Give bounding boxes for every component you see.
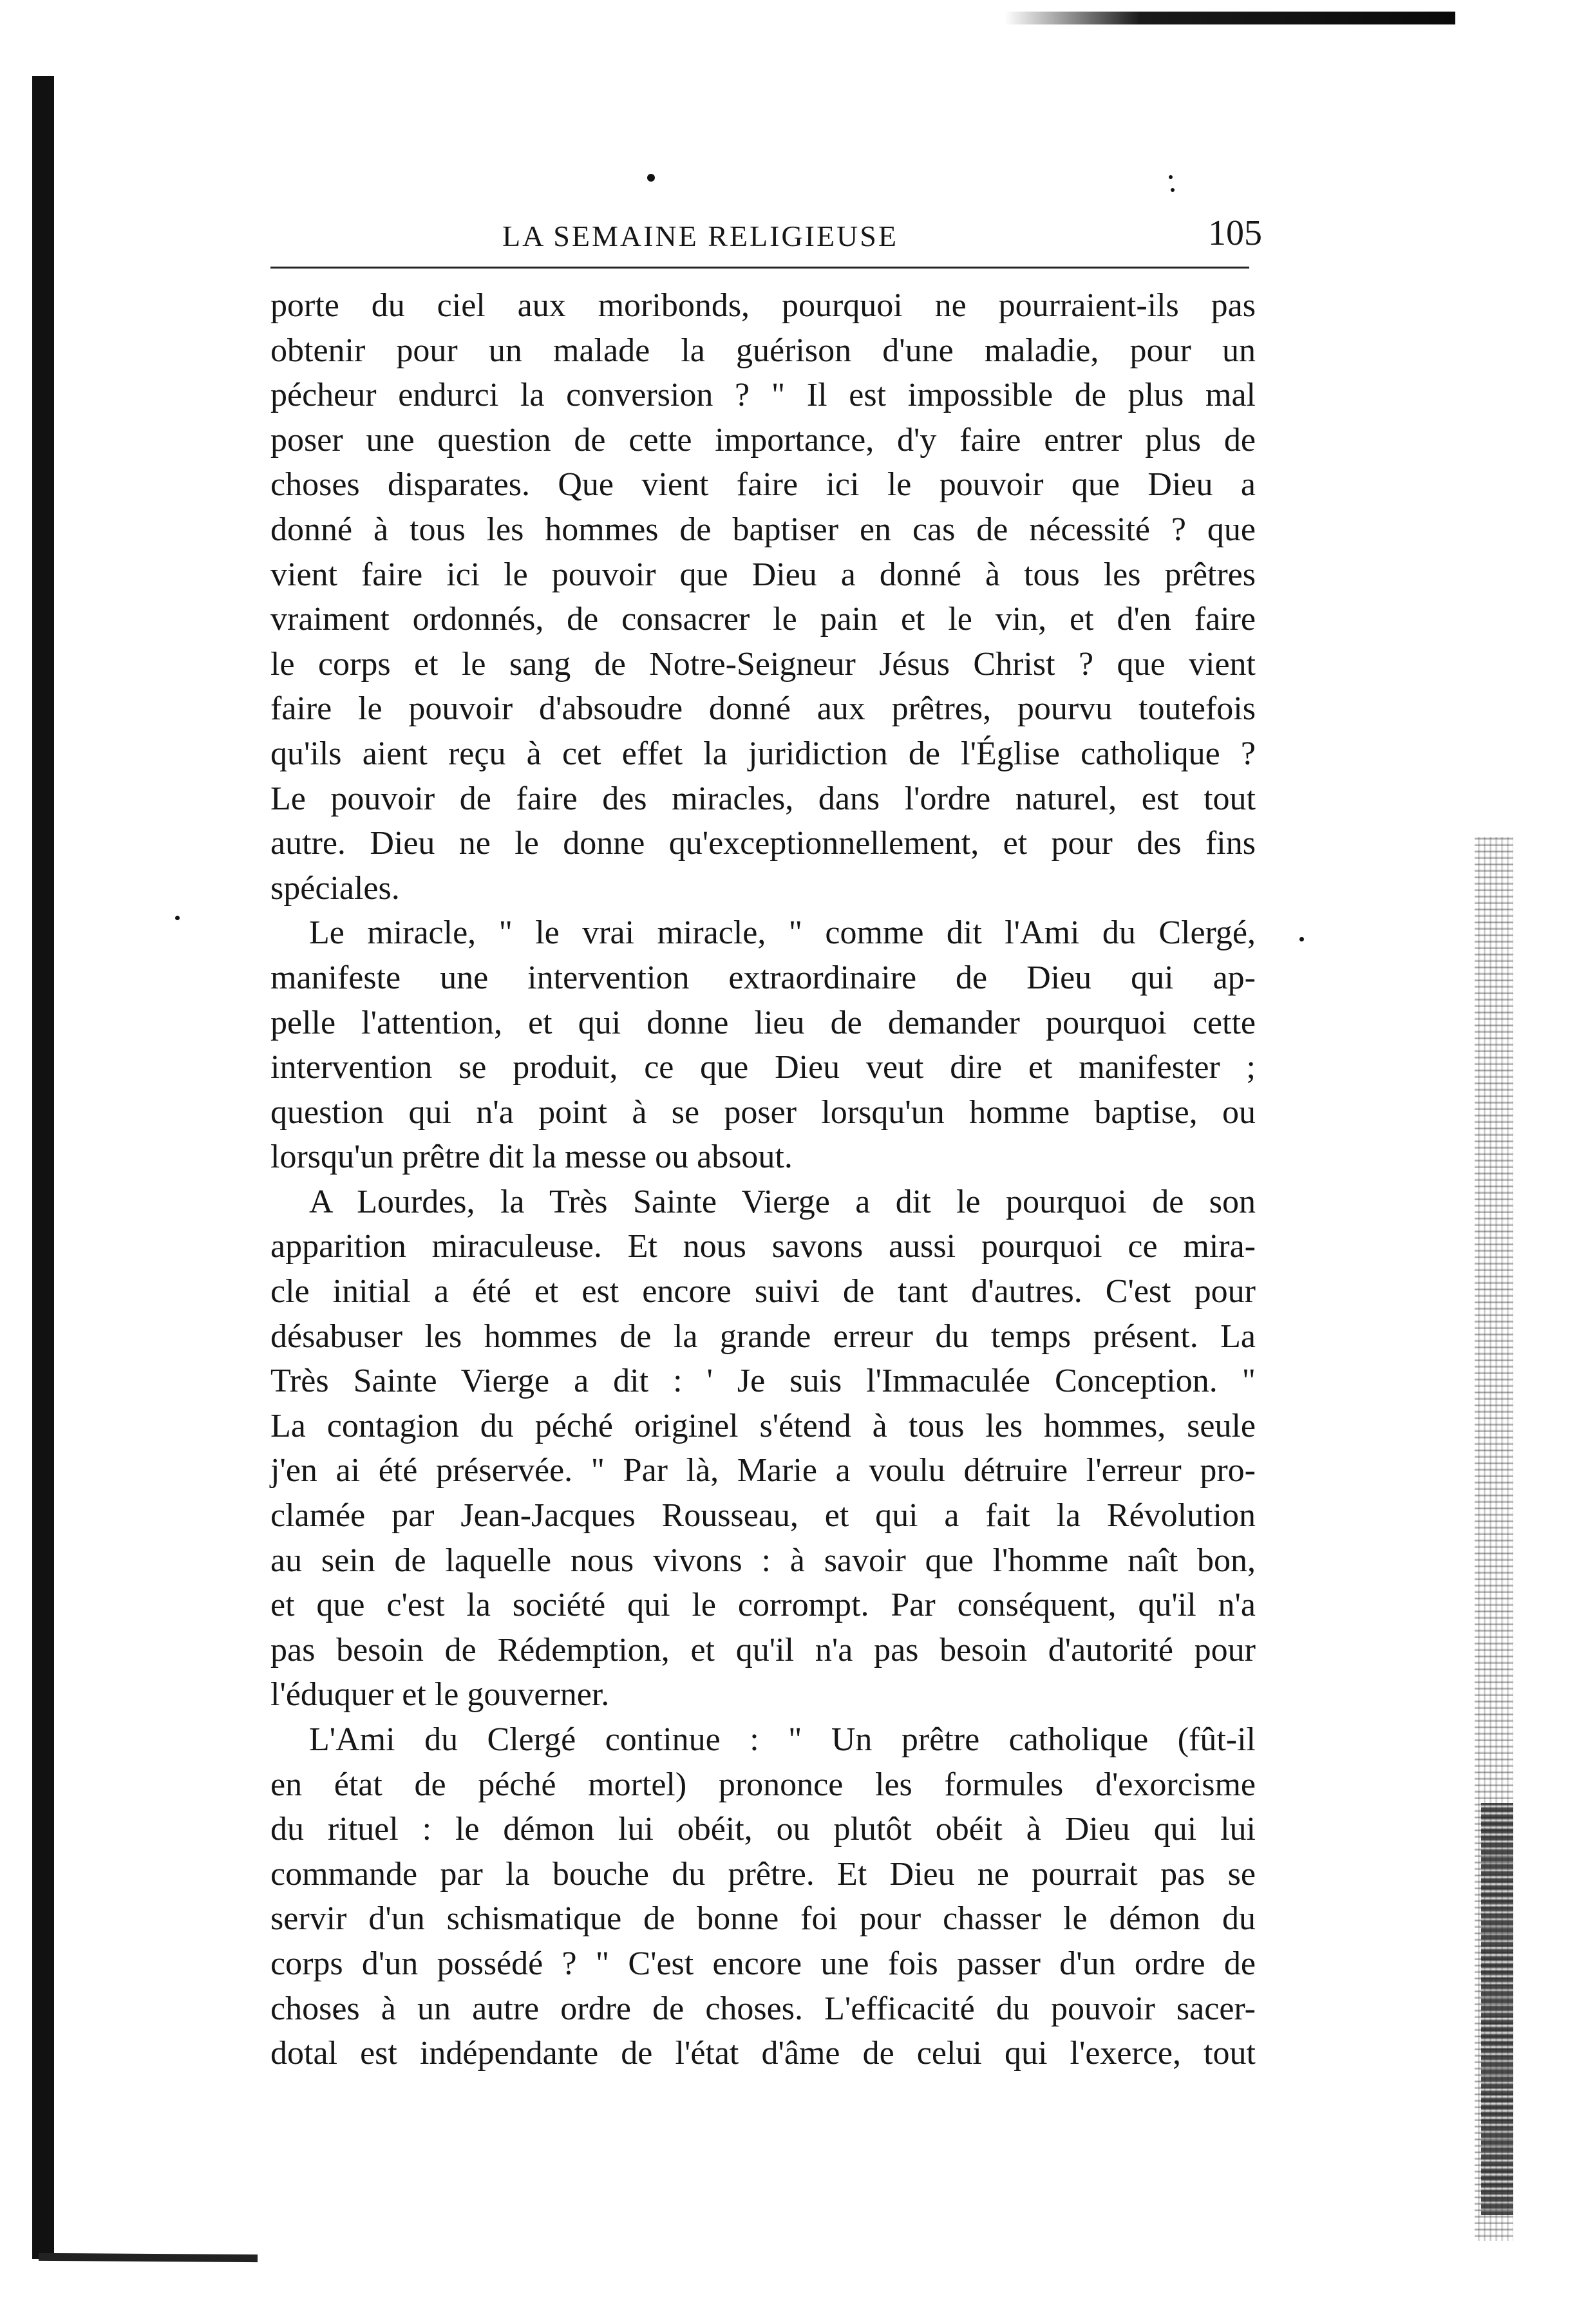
scan-noise-right-dark — [1481, 1803, 1513, 2215]
scan-speck — [175, 916, 180, 920]
text-line: autre. Dieu ne le donne qu'exceptionnellement, et pour des fins — [270, 825, 1256, 862]
text-line: au sein de laquelle nous vivons : à savoir que l'homme naît bon, — [270, 1542, 1256, 1579]
text-line: j'en ai été préservée. " Par là, Marie a voulu détruire l'erreur pro- — [270, 1452, 1256, 1489]
text-line: qu'ils aient reçu à cet effet la juridiction de l'Église catholique ? — [270, 735, 1256, 772]
text-line: du rituel : le démon lui obéit, ou plutôt obéit à Dieu qui lui — [270, 1811, 1256, 1848]
scan-border-top — [1005, 12, 1455, 24]
text-line: désabuser les hommes de la grande erreur du temps présent. La — [270, 1318, 1256, 1355]
text-line: corps d'un possédé ? " C'est encore une fois passer d'un ordre de — [270, 1945, 1256, 1982]
text-line: l'éduquer et le gouverner. — [270, 1676, 610, 1714]
text-line: La contagion du péché originel s'étend à tous les hommes, seule — [270, 1407, 1256, 1444]
text-line: Le pouvoir de faire des miracles, dans l'ordre naturel, est tout — [270, 780, 1256, 817]
text-line: en état de péché mortel) prononce les formules d'exorcisme — [270, 1766, 1256, 1803]
text-line: poser une question de cette importance, d'y faire entrer plus de — [270, 421, 1256, 458]
text-line: pécheur endurci la conversion ? " Il est impossible de plus mal — [270, 377, 1256, 414]
text-line: A Lourdes, la Très Sainte Vierge a dit le pourquoi de son — [309, 1183, 1256, 1220]
text-line: choses disparates. Que vient faire ici le pouvoir que Dieu a — [270, 466, 1256, 504]
body-text — [270, 283, 1256, 2076]
text-line: cle initial a été et est encore suivi de tant d'autres. C'est pour — [270, 1273, 1256, 1310]
text-line: commande par la bouche du prêtre. Et Dieu ne pourrait pas se — [270, 1855, 1256, 1893]
text-line: le corps et le sang de Notre-Seigneur Jésus Christ ? que vient — [270, 645, 1256, 683]
scan-border-bottom — [39, 2253, 258, 2262]
page-number: 105 — [1208, 213, 1262, 253]
scan-speck — [1299, 937, 1304, 941]
text-line: lorsqu'un prêtre dit la messe ou absout. — [270, 1138, 793, 1176]
text-line: manifeste une intervention extraordinaire de Dieu qui ap- — [270, 959, 1256, 996]
text-line: pelle l'attention, et qui donne lieu de demander pourquoi cette — [270, 1004, 1256, 1041]
text-line: porte du ciel aux moribonds, pourquoi ne pourraient-ils pas — [270, 287, 1256, 324]
text-line: vraiment ordonnés, de consacrer le pain et le vin, et d'en faire — [270, 601, 1256, 638]
header-rule — [270, 267, 1249, 269]
text-line: pas besoin de Rédemption, et qu'il n'a pas besoin d'autorité pour — [270, 1631, 1256, 1668]
text-line: Le miracle, " le vrai miracle, " comme dit l'Ami du Clergé, — [309, 914, 1256, 952]
text-line: dotal est indépendante de l'état d'âme de celui qui l'exerce, tout — [270, 2035, 1256, 2072]
text-line: obtenir pour un malade la guérison d'une maladie, pour un — [270, 332, 1256, 369]
text-line: spéciales. — [270, 869, 400, 907]
text-line: et que c'est la société qui le corrompt. Par conséquent, qu'il n'a — [270, 1587, 1256, 1624]
text-line: Très Sainte Vierge a dit : ' Je suis l'Immaculée Conception. " — [270, 1363, 1256, 1400]
text-line: choses à un autre ordre de choses. L'efficacité du pouvoir sacer- — [270, 1990, 1256, 2027]
running-title: LA SEMAINE RELIGIEUSE — [502, 220, 898, 252]
text-line: servir d'un schismatique de bonne foi pour chasser le démon du — [270, 1900, 1256, 1938]
text-line: donné à tous les hommes de baptiser en cas de nécessité ? que — [270, 511, 1256, 548]
scan-border-left — [32, 76, 54, 2259]
text-line: L'Ami du Clergé continue : " Un prêtre catholique (fût-il — [309, 1721, 1256, 1758]
text-line: question qui n'a point à se poser lorsqu'un homme baptise, ou — [270, 1093, 1256, 1131]
scan-speck — [1171, 188, 1175, 192]
running-head — [270, 213, 1262, 258]
text-line: vient faire ici le pouvoir que Dieu a donné à tous les prêtres — [270, 556, 1256, 593]
text-line: clamée par Jean-Jacques Rousseau, et qui a fait la Révolution — [270, 1497, 1256, 1535]
scan-speck — [647, 174, 655, 182]
scan-speck — [1169, 175, 1173, 179]
text-line: intervention se produit, ce que Dieu veut dire et manifester ; — [270, 1049, 1256, 1086]
text-line: faire le pouvoir d'absoudre donné aux prêtres, pourvu toutefois — [270, 690, 1256, 728]
text-line: apparition miraculeuse. Et nous savons aussi pourquoi ce mira- — [270, 1228, 1256, 1265]
